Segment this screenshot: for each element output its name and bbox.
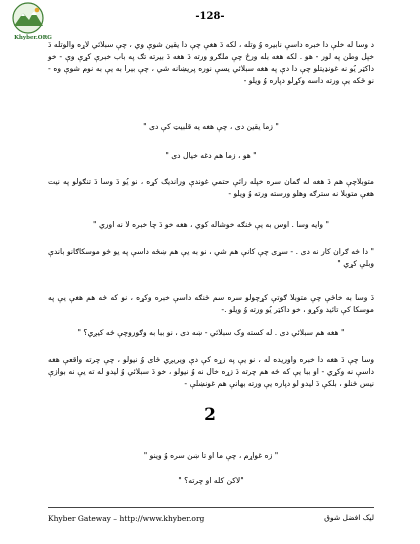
dialogue-line: " هغه هم سبلائي دی . له کسته وک سبلائي - ښه دی ، نو ببا به وګوروچې څه کيږي؟ " <box>77 328 345 337</box>
page-number: -128- <box>195 11 225 22</box>
footer-divider <box>48 507 374 508</box>
khyber-org-logo <box>8 2 52 46</box>
dialogue-line: " وايه وسا . اوس به يې ځنګه خوشاله کوي ، هغه خو دَ چا خبره لا نه اوري " <box>93 220 329 229</box>
logo-caption: Khyber.ORG <box>14 35 52 41</box>
dialogue-line: " دا څه ګران کار نه دی . - سړی چې کانې هم شي ، نو به يې هم ښځه داسې په يو څو موسکاګانو باندې وبلې کړي " <box>48 247 374 268</box>
dialogue-line: " زه غواړم ، چې ما او تا ښن سره وُ وينو " <box>143 451 279 460</box>
dialogue-line: " هو ، زما هم دغه خيال دی " <box>165 151 257 160</box>
footer-author: ليک افضل شوق <box>324 513 374 522</box>
chapter-number: 2 <box>204 405 216 425</box>
paragraph: د وسا له خلې دا خبره داسې نابيره وُ وتله ، لکه دَ هغې چې دا يقين شوې وي ، چې سبلائي لاړه والوتله دَ خپل وطن په لور - هو . لکه هغه بله ورځ چې ملګرو ورته دَ هغه دَ بيرته تګ په باب خبرې کړې وې - خو داکټر يُو نه غونډيتلو چې دا دې په هغه سبلائي يسې نوره پريښانه شي ، چې بيرا به يې به نوم شوې وه - نو ځکه يې ورته داسه وکړلو دپاره وُ ويلو - <box>48 40 374 85</box>
dialogue-line: "لاکن کله او چرته؟ " <box>178 476 244 485</box>
footer-site-link[interactable]: Khyber Gateway – http://www.khyber.org <box>48 514 205 523</box>
paragraph: متوبلاچې هم دَ هغه له ګمان سره خپله رائې حتمي غوندې ورانديګ کړه ، نو يُو دَ وسا دَ تنګولو په نيت هغې متوبلا نه سترګه وهلو ورسته ورته وُ ويلو - <box>48 177 374 198</box>
dialogue-line: " زما يقين دی ، چې هغه يه قلبيټ کې دی " <box>143 122 279 131</box>
paragraph: وسا چې دَ هغه دا خبره واوريده له ، نو يې په زړه کې دې ويريږي ځای وُ نيولو ، چې چرته واقعې هغه داسې نه وکړي - او ببا يې که څه هم چرته دَ زړه خال نه وُ نيولو ، خو دَ سبلائي وُ ليدو له ته يې نه بوازې نيس څنلو ، بلکې دَ ليدو لو دپاره يې ورته بهانې هم غونښلې - <box>48 355 374 388</box>
paragraph: دَ وسا به خاځې چې متوبلا ګوتې کړچولو سره سم ځنګه داسې خبره وکړه ، نو که څه هم هغې يې په موسکا کې تائيد وکړو ، خو داکټر يُو ورته وُ ويلو .- <box>48 293 374 314</box>
